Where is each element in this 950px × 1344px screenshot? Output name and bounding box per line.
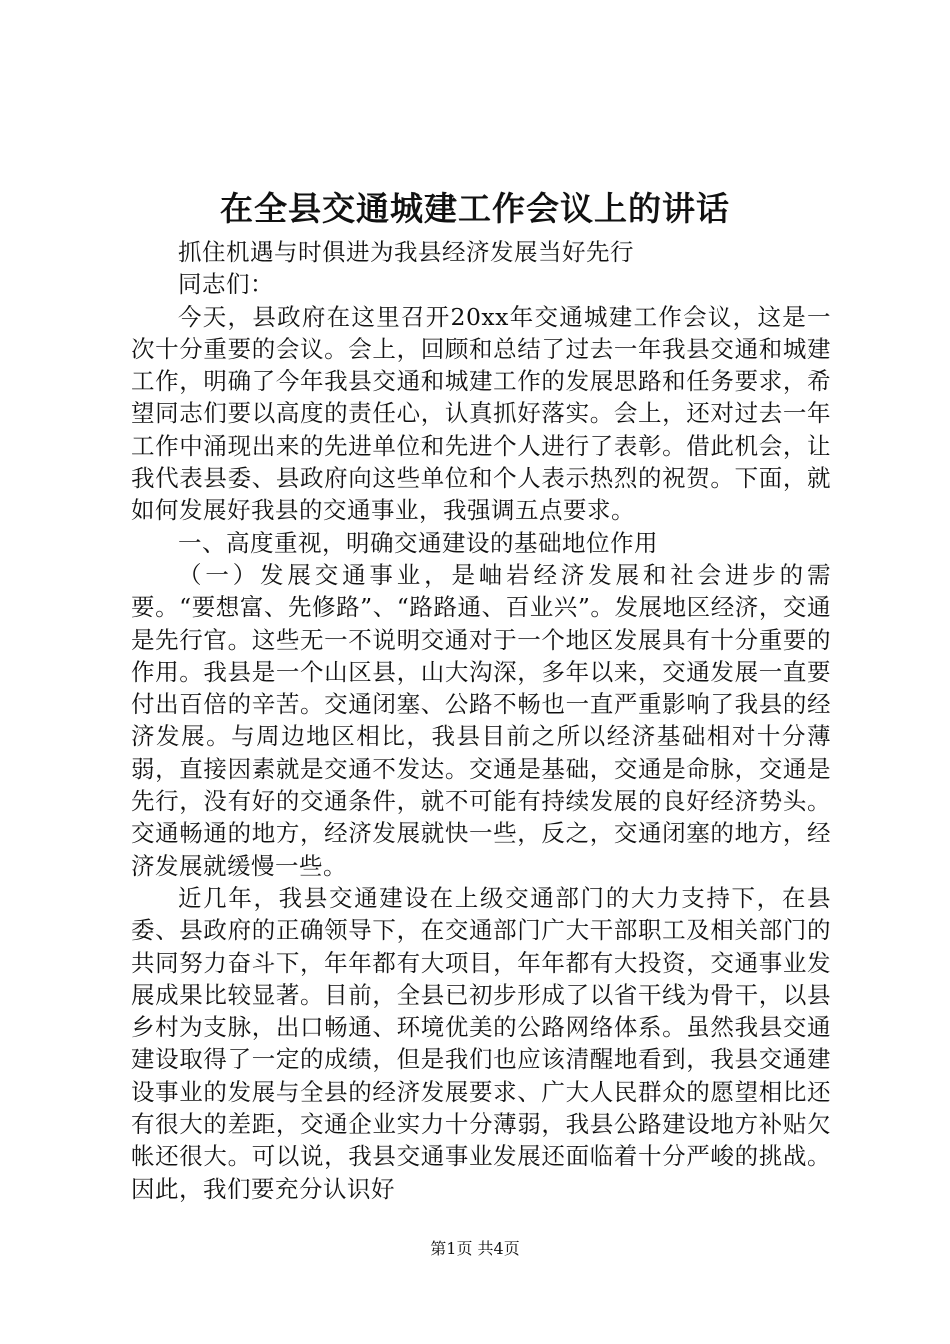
body-paragraph: （一）发展交通事业，是岫岩经济发展和社会进步的需要。“要想富、先修路”、“路路通、百业兴”。发展地区经济，交通是先行官。这些无一不说明交通对于一个地区发展具有十分重要的作用。我县是一个山区县，山大沟深，多年以来，交通发展一直要付出百倍的辛苦。交通闭塞、公路不畅也一直严重影响了我县的经济发展。与周边地区相比，我县目前之所以经济基础相对十分薄弱，直接因素就是交通不发达。交通是基础，交通是命脉，交通是先行，没有好的交通条件，就不可能有持续发展的良好经济势头。交通畅通的地方，经济发展就快一些，反之，交通闭塞的地方，经济发展就缓慢一些。 (131, 560, 831, 880)
salutation-paragraph: 同志们： (178, 270, 274, 299)
body-paragraph: 今天，县政府在这里召开20xx年交通城建工作会议，这是一次十分重要的会议。会上，回顾和总结了过去一年我县交通和城建工作，明确了今年我县交通和城建工作的发展思路和任务要求，希望同志们要以高度的责任心，认真抓好落实。会上，还对过去一年工作中涌现出来的先进单位和先进个人进行了表彰。借此机会，让我代表县委、县政府向这些单位和个人表示热烈的祝贺。下面，就如何发展好我县的交通事业，我强调五点要求。 (131, 302, 831, 525)
document-body (131, 236, 831, 1205)
subtitle-paragraph: 抓住机遇与时俱进为我县经济发展当好先行 (178, 238, 634, 266)
body-paragraph: 近几年，我县交通建设在上级交通部门的大力支持下，在县委、县政府的正确领导下，在交通部门广大干部职工及相关部门的共同努力奋斗下，年年都有大项目，年年都有大投资，交通事业发展成果比较显著。目前，全县已初步形成了以省干线为骨干，以县乡村为支脉，出口畅通、环境优美的公路网络体系。虽然我县交通建设取得了一定的成绩，但是我们也应该清醒地看到，我县交通建设事业的发展与全县的经济发展要求、广大人民群众的愿望相比还有很大的差距，交通企业实力十分薄弱，我县公路建设地方补贴欠帐还很大。可以说，我县交通事业发展还面临着十分严峻的挑战。因此，我们要充分认识好 (131, 883, 831, 1203)
section-heading: 一、高度重视，明确交通建设的基础地位作用 (178, 528, 658, 557)
document-title: 在全县交通城建工作会议上的讲话 (220, 189, 730, 228)
page-number-footer: 第1页 共4页 (430, 1239, 520, 1258)
